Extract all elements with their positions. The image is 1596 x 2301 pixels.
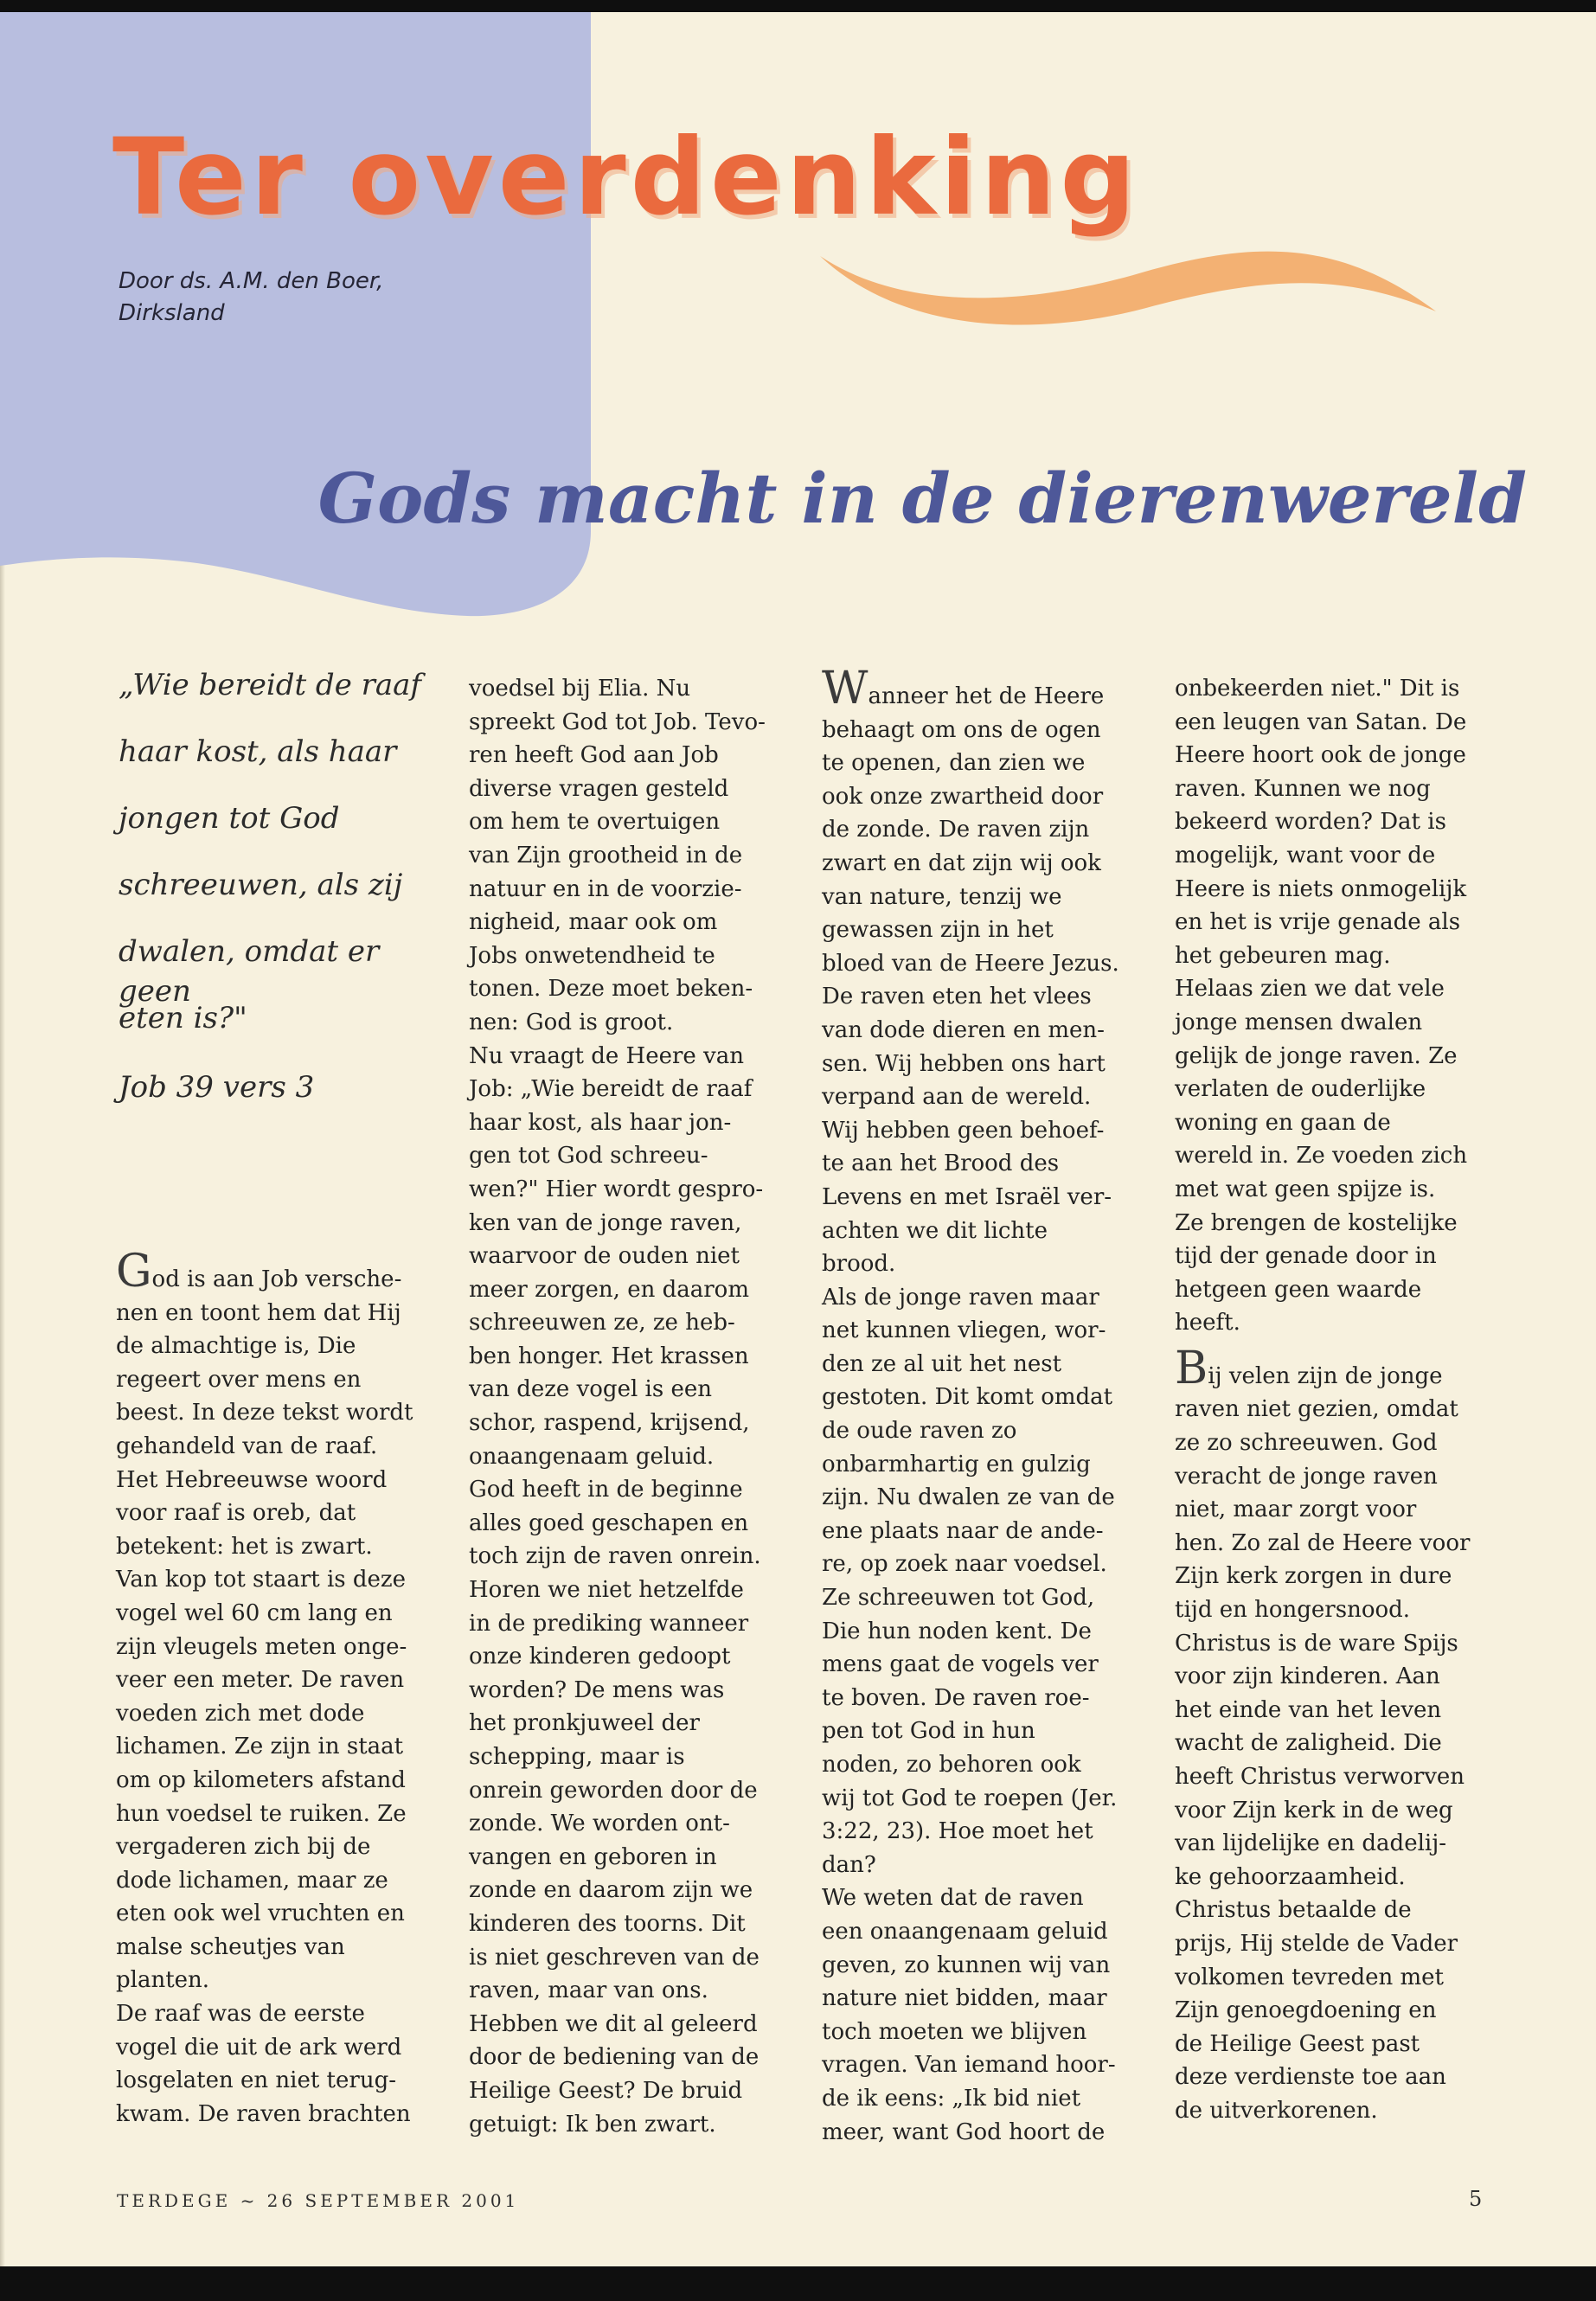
column-line: De raaf was de eerste <box>116 2001 365 2028</box>
column-line <box>1175 1342 1477 1394</box>
column-line: Helaas zien we dat vele <box>1175 976 1445 1003</box>
column-line: nature niet bidden, maar <box>822 1985 1107 2012</box>
column-line: prijs, Hij stelde de Vader <box>1175 1930 1458 1957</box>
column-line: losgelaten en niet terug- <box>116 2067 396 2094</box>
column-line: gelijk de jonge raven. Ze <box>1175 1042 1458 1069</box>
column-line: bloed van de Heere Jezus. <box>822 950 1119 977</box>
column-line: te openen, dan zien we <box>822 750 1086 777</box>
column-line: toch moeten we blijven <box>822 2018 1087 2045</box>
column-line: voor zijn kinderen. Aan <box>1175 1663 1440 1690</box>
column-line: vogel die uit de ark werd <box>116 2034 402 2061</box>
column-line-text: ij velen zijn de jonge <box>1208 1362 1443 1389</box>
column-line: betekent: het is zwart. <box>116 1533 373 1560</box>
column-line: getuigt: Ik ben zwart. <box>469 2111 716 2138</box>
column-line: gen tot God schreeu- <box>469 1143 708 1170</box>
column-line: Zijn genoegdoening en <box>1175 1997 1437 2024</box>
column-line: in de prediking wanneer <box>469 1610 749 1637</box>
column-line: planten. <box>116 1967 210 1994</box>
column-line: nigheid, maar ook om <box>469 909 718 936</box>
column-line: dan? <box>822 1851 876 1878</box>
column-line: een onaangenaam geluid <box>822 1918 1108 1945</box>
column-line: voor Zijn kerk in de weg <box>1175 1797 1453 1823</box>
column-line: ren heeft God aan Job <box>469 742 719 769</box>
column-line: wereld in. Ze voeden zich <box>1175 1143 1468 1170</box>
quote-line: dwalen, omdat er geen <box>119 934 380 1009</box>
column-line: schreeuwen ze, ze heb- <box>469 1310 735 1336</box>
column-line: Heilige Geest? De bruid <box>469 2077 743 2104</box>
pull-quote <box>119 665 439 1107</box>
column-line: net kunnen vliegen, wor- <box>822 1317 1106 1344</box>
column-line: alles goed geschapen en <box>469 1509 749 1536</box>
text-column-1 <box>116 1246 419 2131</box>
quote-line: haar kost, als haar <box>119 734 397 769</box>
column-line: verpand aan de wereld. <box>822 1084 1092 1111</box>
column-line: wij tot God te roepen (Jer. <box>822 1785 1118 1811</box>
column-line: Wij hebben geen behoef- <box>822 1117 1105 1144</box>
column-line: natuur en in de voorzie- <box>469 875 742 902</box>
column-line: sen. Wij hebben ons hart <box>822 1050 1106 1077</box>
column-line: 3:22, 23). Hoe moet het <box>822 1818 1093 1845</box>
column-line: brood. <box>822 1251 896 1278</box>
column-line: Van kop tot staart is deze <box>116 1567 407 1593</box>
column-line: gewassen zijn in het <box>822 917 1054 944</box>
column-line: raven niet gezien, omdat <box>1175 1396 1458 1423</box>
column-line: pen tot God in hun <box>822 1718 1035 1745</box>
column-line: eten ook wel vruchten en <box>116 1900 405 1927</box>
column-line: de oude raven zo <box>822 1418 1017 1445</box>
column-line: onaangenaam geluid. <box>469 1443 715 1470</box>
column-line: God heeft in de beginne <box>469 1477 743 1503</box>
column-line: zonde. We worden ont- <box>469 1811 730 1837</box>
column-line: We weten dat de raven <box>822 1885 1084 1912</box>
column-line: heeft Christus verworven <box>1175 1764 1465 1790</box>
column-line: Christus is de ware Spijs <box>1175 1630 1458 1657</box>
column-line: Ze brengen de kostelijke <box>1175 1209 1458 1236</box>
column-line <box>822 663 1125 715</box>
column-line: Heere hoort ook de jonge <box>1175 742 1466 769</box>
column-line <box>116 1246 419 1298</box>
column-line: diverse vragen gesteld <box>469 775 729 802</box>
column-line: door de bediening van de <box>469 2044 760 2071</box>
column-line: onbarmhartig en gulzig <box>822 1451 1091 1477</box>
column-line: met wat geen spijze is. <box>1175 1176 1436 1202</box>
column-line: een leugen van Satan. De <box>1175 708 1467 735</box>
quote-reference: Job 39 vers 3 <box>119 1070 315 1105</box>
column-line: zijn. Nu dwalen ze van de <box>822 1484 1115 1511</box>
column-line: ke gehoorzaamheid. <box>1175 1863 1406 1890</box>
column-line: kinderen des toorns. Dit <box>469 1910 746 1937</box>
column-line: kwam. De raven brachten <box>116 2100 411 2127</box>
column-line: zijn vleugels meten onge- <box>116 1633 407 1660</box>
column-line: meer, want God hoort de <box>822 2118 1106 2145</box>
quote-line: eten is?" <box>119 1001 247 1035</box>
column-line: Christus betaalde de <box>1175 1897 1412 1924</box>
page-title: Ter overdenking <box>112 116 1140 239</box>
quote-line: „Wie bereidt de raaf <box>119 668 421 702</box>
column-line: hun voedsel te ruiken. Ze <box>116 1800 407 1827</box>
column-line: noden, zo behoren ook <box>822 1752 1081 1778</box>
lavender-background-shape <box>0 12 779 635</box>
column-line: van lijdelijke en dadelij- <box>1175 1830 1447 1857</box>
column-line: vergaderen zich bij de <box>116 1834 371 1861</box>
column-line: regeert over mens en <box>116 1366 362 1393</box>
column-line: de uitverkorenen. <box>1175 2097 1378 2124</box>
text-column-3 <box>822 663 1125 2149</box>
column-line: vangen en geboren in <box>469 1843 717 1870</box>
column-line: onrein geworden door de <box>469 1777 758 1804</box>
column-line: nen: God is groot. <box>469 1009 674 1035</box>
column-line: meer zorgen, en daarom <box>469 1276 749 1303</box>
column-line: toch zijn de raven onrein. <box>469 1543 761 1570</box>
column-line: wacht de zaligheid. Die <box>1175 1730 1442 1757</box>
column-line: dode lichamen, maar ze <box>116 1867 388 1894</box>
column-line: veer een meter. De raven <box>116 1667 405 1694</box>
column-line: re, op zoek naar voedsel. <box>822 1551 1107 1578</box>
author-byline <box>119 266 383 330</box>
column-line: hen. Zo zal de Heere voor <box>1175 1529 1471 1556</box>
column-line: Levens en met Israël ver- <box>822 1183 1112 1210</box>
magazine-page <box>0 12 1596 2266</box>
column-line: vragen. Van iemand hoor- <box>822 2052 1116 2079</box>
column-line: Job: „Wie bereidt de raaf <box>469 1076 753 1103</box>
column-line: onbekeerden niet." Dit is <box>1175 676 1460 702</box>
column-line: het pronkjuweel der <box>469 1710 700 1737</box>
scan-bottom-border <box>0 2266 1596 2301</box>
column-line: vogel wel 60 cm lang en <box>116 1599 393 1626</box>
column-line: ze zo schreeuwen. God <box>1175 1430 1438 1457</box>
column-line: te boven. De raven roe- <box>822 1684 1090 1711</box>
column-line: De raven eten het vlees <box>822 984 1092 1010</box>
column-line: schepping, maar is <box>469 1744 685 1770</box>
column-line-text: anneer het de Heere <box>868 683 1105 709</box>
column-line: om op kilometers afstand <box>116 1766 406 1793</box>
column-line: voor raaf is oreb, dat <box>116 1500 356 1527</box>
column-line: beest. In deze tekst wordt <box>116 1400 413 1426</box>
column-line: van Zijn grootheid in de <box>469 842 743 868</box>
column-line: om hem te overtuigen <box>469 809 721 836</box>
column-line: zonde en daarom zijn we <box>469 1877 753 1904</box>
column-line: volkomen tevreden met <box>1175 1964 1444 1990</box>
column-line: de almachtige is, Die <box>116 1333 356 1360</box>
column-line: veracht de jonge raven <box>1175 1463 1438 1490</box>
column-line: en het is vrije genade als <box>1175 909 1461 936</box>
quote-line: schreeuwen, als zij <box>119 868 403 902</box>
drop-cap-letter: G <box>116 1246 152 1298</box>
column-line: haar kost, als haar jon- <box>469 1109 732 1136</box>
column-line: van deze vogel is een <box>469 1376 712 1403</box>
column-line: voeden zich met dode <box>116 1700 365 1727</box>
column-line: Ze schreeuwen tot God, <box>822 1585 1095 1612</box>
column-line: hetgeen geen waarde <box>1175 1276 1422 1303</box>
column-line: spreekt God tot Job. Tevo- <box>469 708 766 735</box>
column-line: mens gaat de vogels ver <box>822 1651 1099 1678</box>
column-line: ook onze zwartheid door <box>822 783 1104 810</box>
column-line: Het Hebreeuwse woord <box>116 1466 388 1493</box>
column-line: de ik eens: „Ik bid niet <box>822 2085 1081 2112</box>
column-line: gestoten. Dit komt omdat <box>822 1384 1113 1411</box>
column-line: Zijn kerk zorgen in dure <box>1175 1563 1452 1590</box>
column-line: wen?" Hier wordt gespro- <box>469 1176 764 1202</box>
column-line <box>1175 1340 1477 1352</box>
column-line: tijd der genade door in <box>1175 1243 1437 1270</box>
column-line: tijd en hongersnood. <box>1175 1597 1411 1624</box>
column-line: Heere is niets onmogelijk <box>1175 875 1467 902</box>
column-line: tonen. Deze moet beken- <box>469 976 753 1003</box>
column-line: gehandeld van de raaf. <box>116 1433 378 1459</box>
column-line: voedsel bij Elia. Nu <box>469 676 691 702</box>
column-line: waarvoor de ouden niet <box>469 1243 740 1270</box>
column-line: Nu vraagt de Heere van <box>469 1042 744 1069</box>
column-line: ken van de jonge raven, <box>469 1209 742 1236</box>
column-line: te aan het Brood des <box>822 1150 1060 1177</box>
column-line: van nature, tenzij we <box>822 883 1062 910</box>
column-line: ene plaats naar de ande- <box>822 1517 1104 1544</box>
column-line: raven, maar van ons. <box>469 1977 708 2004</box>
drop-cap-letter: W <box>822 663 869 715</box>
byline-line: Dirksland <box>119 300 225 326</box>
quote-line: jongen tot God <box>119 801 340 836</box>
column-line: achten we dit lichte <box>822 1217 1048 1244</box>
column-line: Die hun noden kent. De <box>822 1618 1092 1644</box>
column-line: Horen we niet hetzelfde <box>469 1577 744 1604</box>
column-line: bekeerd worden? Dat is <box>1175 809 1446 836</box>
column-line: malse scheutjes van <box>116 1933 345 1960</box>
column-line: ben honger. Het krassen <box>469 1343 749 1369</box>
column-line: onze kinderen gedoopt <box>469 1644 731 1670</box>
column-line: van dode dieren en men- <box>822 1016 1105 1043</box>
column-line: Jobs onwetendheid te <box>469 942 715 969</box>
text-column-4 <box>1175 672 1477 2128</box>
column-line-text: od is aan Job versche- <box>151 1266 402 1292</box>
footer-publication: TERDEGE ~ 26 SEPTEMBER 2001 <box>117 2190 520 2211</box>
column-line: het einde van het leven <box>1175 1696 1442 1723</box>
column-line: de zonde. De raven zijn <box>822 817 1090 843</box>
column-line: raven. Kunnen we nog <box>1175 775 1431 802</box>
column-line: woning en gaan de <box>1175 1109 1391 1136</box>
column-line: jonge mensen dwalen <box>1175 1009 1423 1035</box>
column-line: den ze al uit het nest <box>822 1350 1062 1377</box>
page-number: 5 <box>1469 2187 1483 2211</box>
column-line: nen en toont hem dat Hij <box>116 1299 401 1326</box>
column-line: behaagt om ons de ogen <box>822 716 1101 743</box>
byline-line: Door ds. A.M. den Boer, <box>119 268 384 294</box>
column-line: is niet geschreven van de <box>469 1944 760 1971</box>
column-line: Hebben we dit al geleerd <box>469 2010 758 2037</box>
text-column-2 <box>469 672 772 2141</box>
drop-cap-letter: B <box>1175 1342 1208 1394</box>
article-subtitle: Gods macht in de dierenwereld <box>317 458 1527 539</box>
column-line: schor, raspend, krijsend, <box>469 1410 750 1437</box>
column-line: verlaten de ouderlijke <box>1175 1076 1426 1103</box>
column-line: lichamen. Ze zijn in staat <box>116 1734 404 1760</box>
column-line: niet, maar zorgt voor <box>1175 1497 1417 1523</box>
column-line: het gebeuren mag. <box>1175 942 1391 969</box>
column-line: Als de jonge raven maar <box>822 1284 1099 1311</box>
column-line: worden? De mens was <box>469 1676 725 1703</box>
column-line: geven, zo kunnen wij van <box>822 1952 1111 1978</box>
column-line: zwart en dat zijn wij ook <box>822 849 1101 876</box>
column-line: deze verdienste toe aan <box>1175 2064 1446 2091</box>
column-line: heeft. <box>1175 1310 1240 1336</box>
column-line: mogelijk, want voor de <box>1175 842 1436 868</box>
column-line: de Heilige Geest past <box>1175 2030 1420 2057</box>
